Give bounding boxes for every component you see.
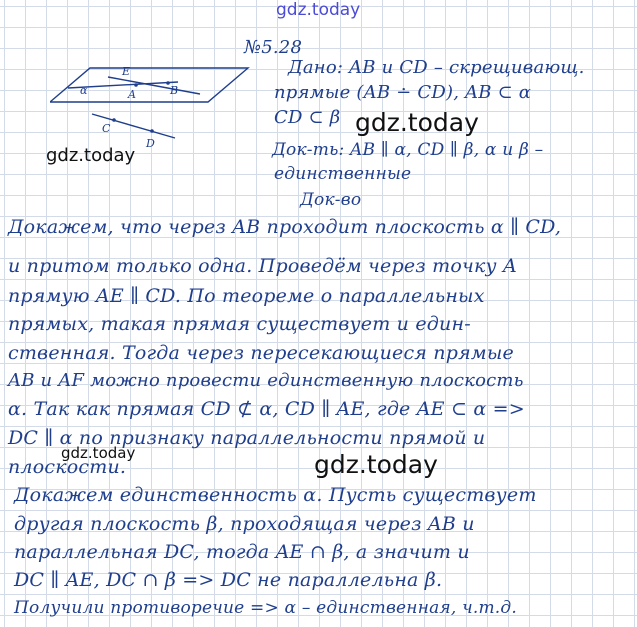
proof-line: DC ∥ α по признаку параллельности прямой и	[8, 427, 486, 449]
proof-line: Получили противоречие => α – единственная, ч.т.д.	[14, 598, 517, 618]
proof-line: α. Так как прямая CD ⊄ α, CD ∥ AE, где AE ⊂ α =>	[8, 398, 525, 420]
watermark-3: gdz.today	[61, 444, 136, 462]
proof-line: плоскости.	[8, 456, 127, 478]
proof-line: другая плоскость β, проходящая через AB и	[14, 513, 475, 535]
proof-line: DC ∥ AE, DC ∩ β => DC не параллельна β.	[14, 569, 443, 591]
label-a: A	[128, 88, 136, 101]
prove-line-2: единственные	[274, 164, 412, 184]
proof-line: прямых, такая прямая существует и един-	[8, 313, 471, 335]
label-e: E	[122, 65, 131, 78]
label-alpha: α	[80, 84, 88, 97]
proof-line: параллельная DC, тогда AE ∩ β, а значит и	[14, 541, 470, 563]
watermark-4: gdz.today	[314, 450, 438, 479]
geometry-figure	[50, 58, 250, 158]
proof-line: прямую AE ∥ CD. По теореме о параллельных	[8, 285, 485, 307]
problem-number: №5.28	[244, 37, 303, 58]
proof-label: Док-во	[300, 190, 362, 210]
prove-line-1: Док-ть: AB ∥ α, CD ∥ β, α и β –	[272, 140, 544, 160]
point-d	[150, 129, 154, 133]
proof-line: Докажем, что через AB проходит плоскость α ∥ CD,	[8, 216, 562, 238]
watermark-1: gdz.today	[355, 108, 479, 137]
label-c: C	[102, 122, 111, 135]
proof-line: ственная. Тогда через пересекающиеся прямые	[8, 342, 514, 364]
label-d: D	[146, 137, 155, 150]
proof-line: и притом только одна. Проведём через точку A	[8, 255, 517, 277]
proof-line: AB и AF можно провести единственную плоскость	[8, 370, 524, 391]
watermark-top: gdz.today	[276, 0, 361, 20]
point-c	[112, 118, 116, 122]
given-line-1: Дано: AB и CD – скрещивающ.	[288, 57, 585, 78]
proof-line: Докажем единственность α. Пусть существует	[14, 484, 537, 506]
point-a	[134, 83, 138, 87]
given-line-3: CD ⊂ β	[274, 107, 341, 128]
label-b: B	[170, 84, 179, 97]
given-line-2: прямые (AB ∸ CD), AB ⊂ α	[274, 82, 532, 103]
watermark-2: gdz.today	[46, 145, 136, 166]
